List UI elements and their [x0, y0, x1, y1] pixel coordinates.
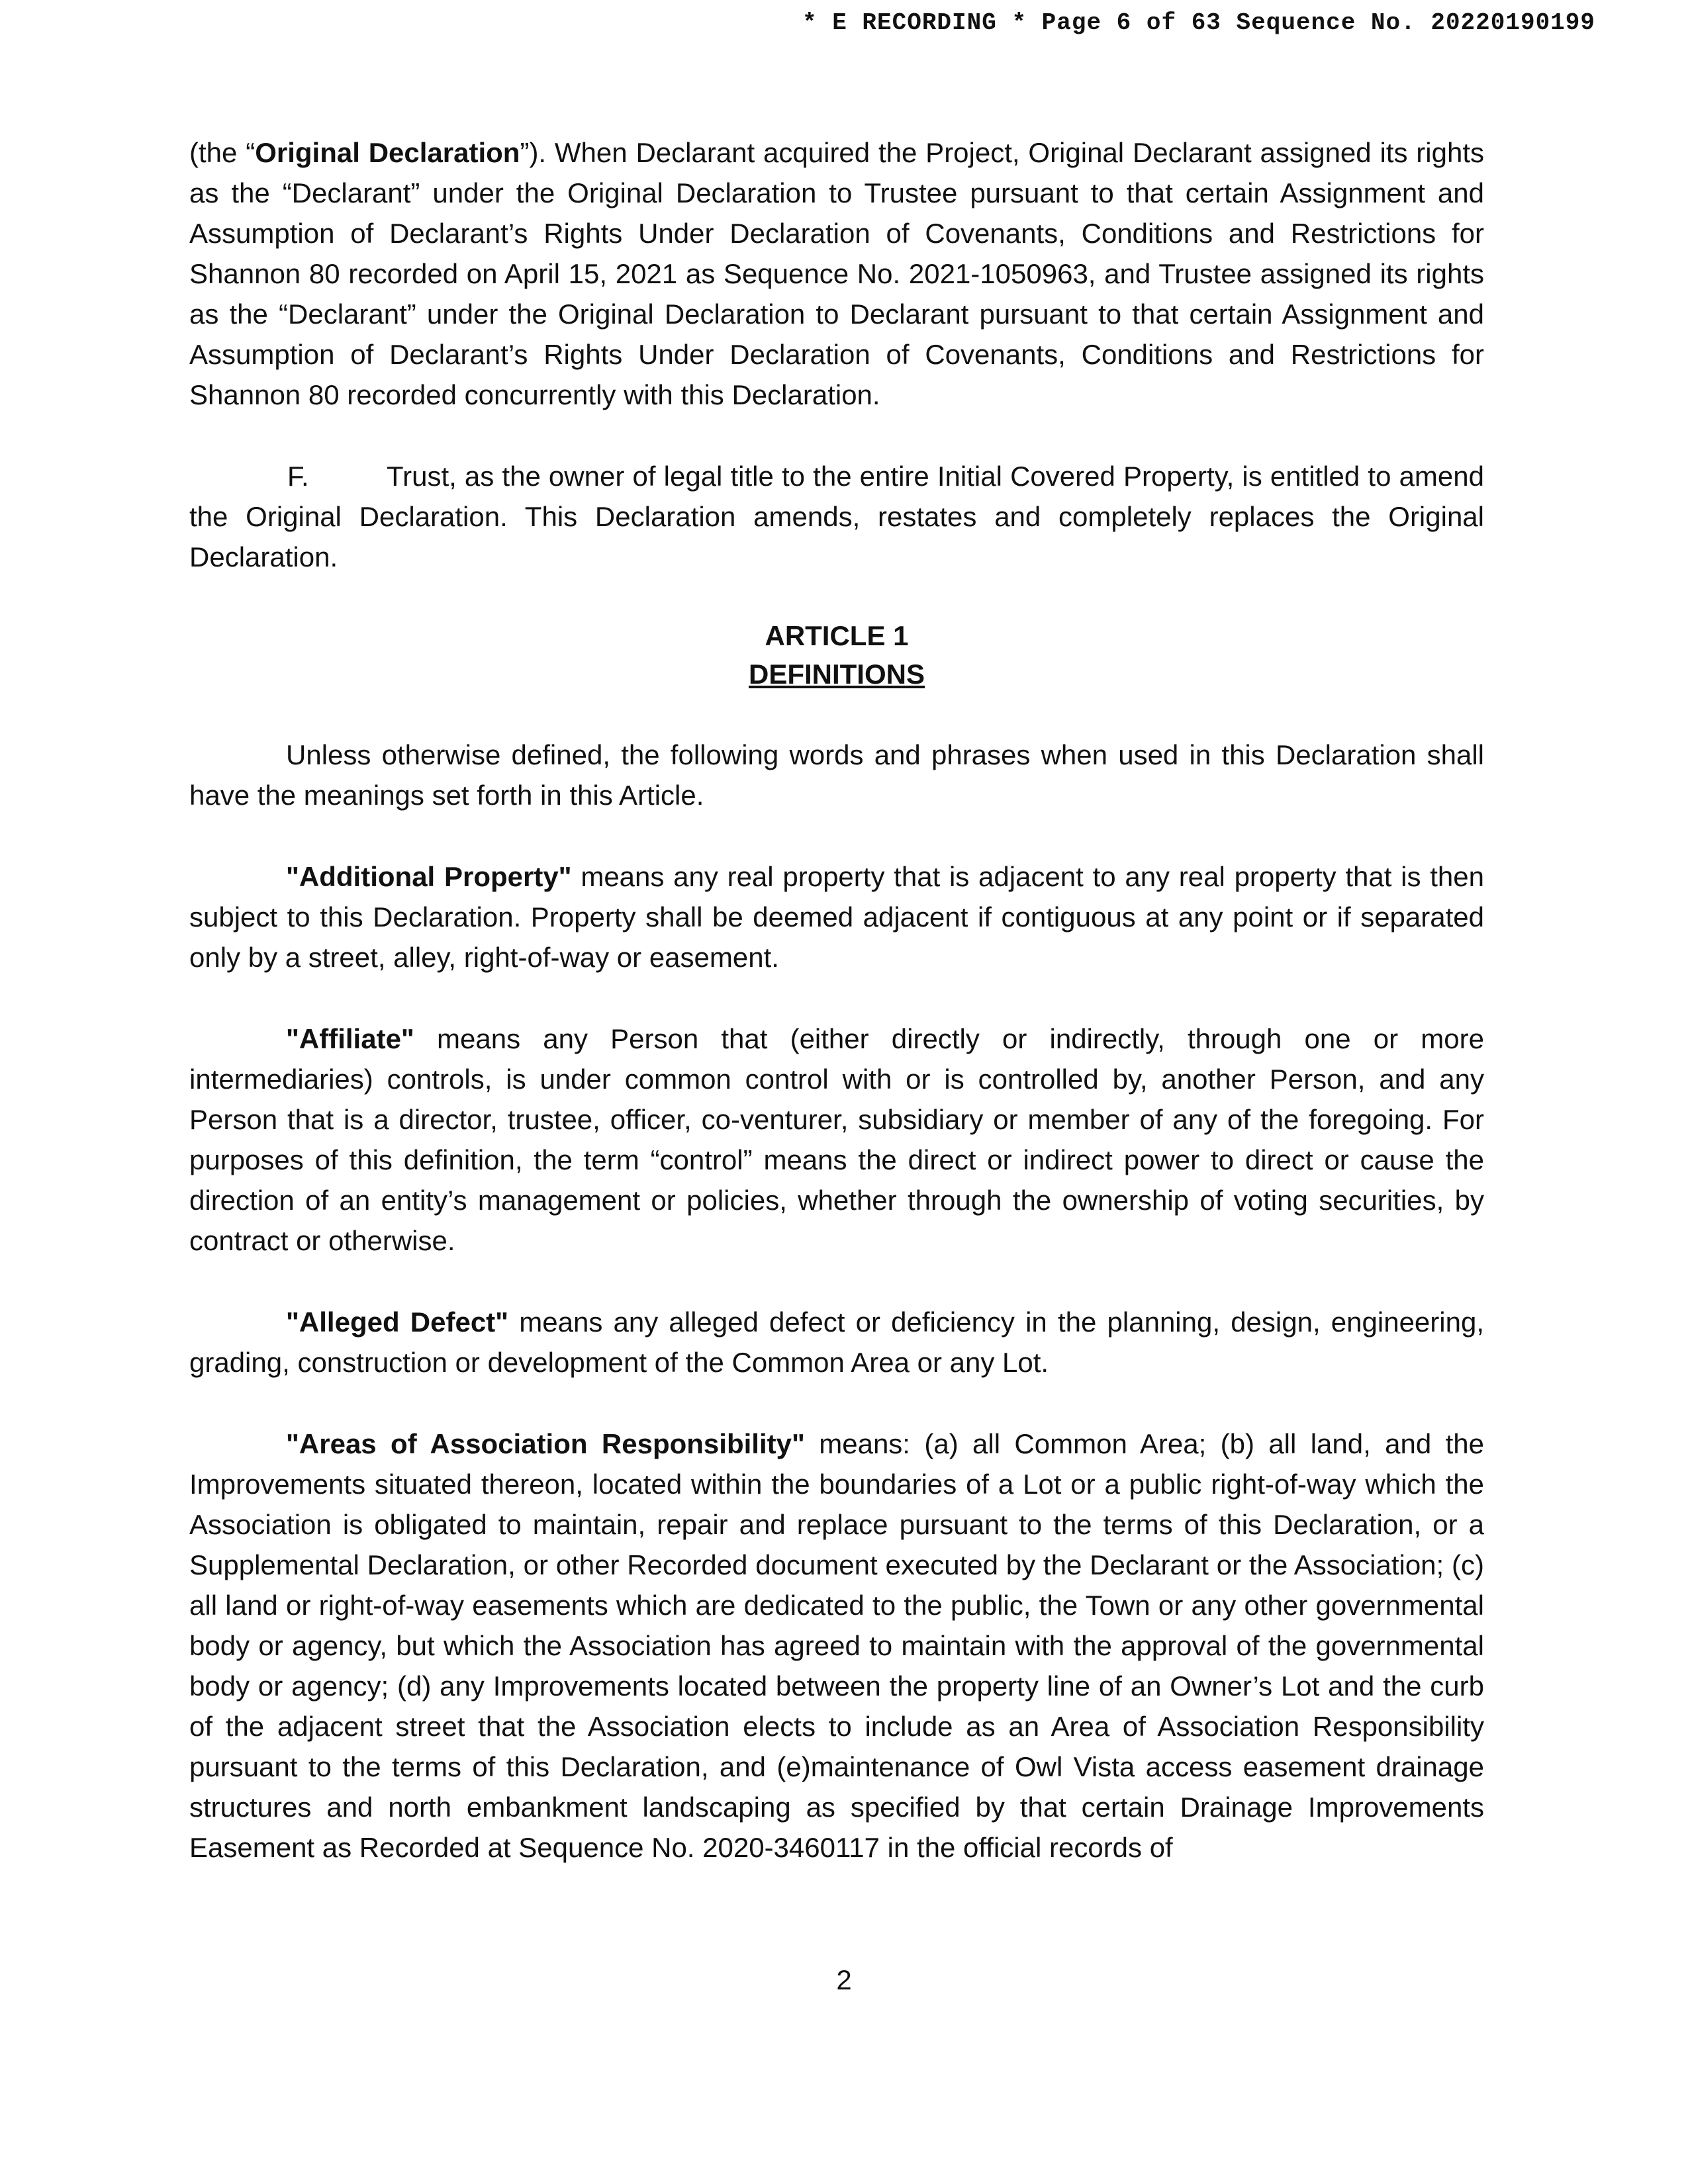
defined-term-original-declaration: Original Declaration	[255, 137, 520, 168]
definition-text: means any alleged defect or deficiency in the planning, design, engineering, grading, construction or development of the Common Area or any Lot.	[189, 1306, 1484, 1378]
definition-text: means: (a) all Common Area; (b) all land, and the Improvements situated thereon, located within the boundaries of a Lot or a public right-of-way which the Association is obligated to maintain, repair and replace pursuant to the terms of this Declaration, or a Supplemental Declaration, or other Recorded document executed by the Declarant or the Association; (c) all land or right-of-way easements which are dedicated to the public, the Town or any other governmental body or agency, but which the Association has agreed to maintain with the approval of the governmental body or agency; (d) any Improvements located between the property line of an Owner’s Lot and the curb of the adjacent street that the Association elects to include as an Area of Association Responsibility pursuant to the terms of this Declaration, and (e)maintenance of Owl Vista access easement drainage structures and north embankment landscaping as specified by that certain Drainage Improvements Easement as Recorded at Sequence No. 2020-3460117 in the official records of	[189, 1428, 1484, 1863]
article-number: ARTICLE 1	[765, 620, 909, 651]
intro-paragraph	[189, 132, 1484, 415]
definition-term: "Additional Property"	[286, 861, 572, 892]
intro-lead: (the “	[189, 137, 256, 168]
document-body	[189, 132, 1484, 1868]
definitions-preamble: Unless otherwise defined, the following words and phrases when used in this Declaration shall have the meanings set forth in this Article.	[189, 739, 1484, 811]
definition-additional-property	[189, 856, 1484, 978]
definition-affiliate	[189, 1019, 1484, 1261]
definition-text: means any real property that is adjacent to any real property that is then subject to this Declaration. Property shall be deemed adjacent if contiguous at any point or if separated only by a street, alley, right-of-way or easement.	[189, 861, 1484, 973]
article-title: DEFINITIONS	[748, 659, 925, 690]
definition-term: "Areas of Association Responsibility"	[286, 1428, 805, 1459]
definition-areas-of-association-responsibility	[189, 1424, 1484, 1868]
definition-text: means any Person that (either directly or indirectly, through one or more intermediaries) controls, is under common control with or is controlled by, another Person, and any Person that is a director, trustee, officer, co-venturer, subsidiary or member of any of the foregoing. For purposes of this definition, the term “control” means the direct or indirect power to direct or cause the direction of an entity’s management or policies, whether through the ownership of voting securities, by contract or otherwise.	[189, 1023, 1484, 1256]
recording-header-stamp: * E RECORDING * Page 6 of 63 Sequence No. 20220190199	[802, 9, 1595, 36]
recital-f-label: F.	[287, 461, 309, 492]
article-heading	[189, 617, 1484, 694]
definition-term: "Alleged Defect"	[286, 1306, 509, 1338]
definition-term: "Affiliate"	[286, 1023, 414, 1054]
recital-f-text: Trust, as the owner of legal title to the entire Initial Covered Property, is entitled to amend the Original Declaration. This Declaration amends, restates and completely replaces the Original Declaration.	[189, 461, 1484, 572]
page-number: 2	[836, 1964, 852, 1995]
recital-f	[189, 456, 1484, 577]
definition-alleged-defect	[189, 1302, 1484, 1383]
intro-text: ”). When Declarant acquired the Project, Original Declarant assigned its rights as the “Declarant” under the Original Declaration to Trustee pursuant to that certain Assignment and Assumption of Declarant’s Rights Under Declaration of Covenants, Conditions and Restrictions for Shannon 80 recorded on April 15, 2021 as Sequence No. 2021-1050963, and Trustee assigned its rights as the “Declarant” under the Original Declaration to Declarant pursuant to that certain Assignment and Assumption of Declarant’s Rights Under Declaration of Covenants, Conditions and Restrictions for Shannon 80 recorded concurrently with this Declaration.	[189, 137, 1484, 410]
